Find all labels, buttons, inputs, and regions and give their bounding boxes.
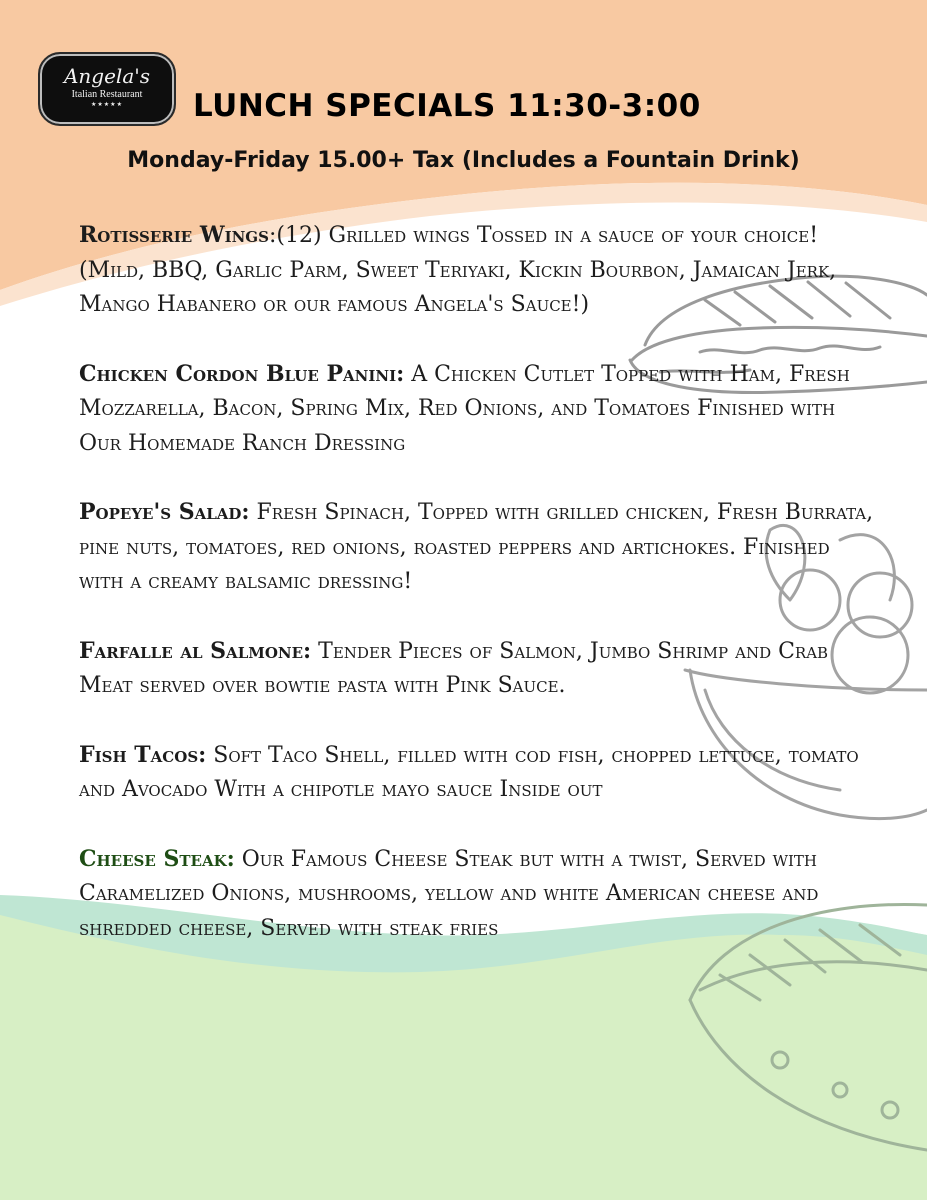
menu-item-name: Farfalle al Salmone: bbox=[79, 637, 312, 664]
menu-item-name: Rotisserie Wings bbox=[79, 222, 269, 248]
menu-item-chicken-cordon-blue-panini bbox=[79, 357, 879, 462]
menu-item-fish-tacos bbox=[79, 738, 879, 808]
menu-item-rotisserie-wings bbox=[79, 218, 879, 323]
menu-list bbox=[79, 218, 879, 980]
menu-item-cheese-steak bbox=[79, 842, 879, 947]
menu-item-description: Soft Taco Shell, filled with cod fish, chopped lettuce, tomato and Avocado With a chipotle mayo sauce Inside out bbox=[79, 742, 859, 802]
menu-item-description: Our Famous Cheese Steak but with a twist, Served with Caramelized Onions, mushrooms, yellow and white American cheese and shredded cheese, Served with steak fries bbox=[79, 846, 819, 941]
menu-item-description: :(12) Grilled wings Tossed in a sauce of your choice! (Mild, BBQ, Garlic Parm, Sweet Teriyaki, Kickin Bourbon, Jamaican Jerk, Mango Habanero or our famous Angela's Sauce!) bbox=[79, 223, 837, 317]
menu-item-name: Chicken Cordon Blue Panini: bbox=[79, 360, 405, 387]
menu-item-popeyes-salad bbox=[79, 495, 879, 600]
restaurant-logo bbox=[38, 52, 176, 126]
menu-item-description: Tender Pieces of Salmon, Jumbo Shrimp and Crab Meat served over bowtie pasta with Pink Sauce. bbox=[79, 638, 829, 698]
logo-tagline: Italian Restaurant bbox=[71, 89, 143, 100]
menu-item-description: Fresh Spinach, Topped with grilled chicken, Fresh Burrata, pine nuts, tomatoes, red onions, roasted peppers and artichokes. Finished with a creamy balsamic dressing! bbox=[79, 500, 874, 594]
menu-item-name: Cheese Steak: bbox=[79, 845, 235, 872]
menu-item-name: Popeye's Salad: bbox=[79, 499, 250, 525]
menu-item-name: Fish Tacos: bbox=[79, 741, 207, 768]
menu-item-description: A Chicken Cutlet Topped with Ham, Fresh Mozzarella, Bacon, Spring Mix, Red Onions, and Tomatoes Finished with Our Homemade Ranch Dressing bbox=[79, 361, 850, 456]
logo-name: Angela's bbox=[63, 64, 151, 88]
menu-item-farfalle-al-salmone bbox=[79, 634, 879, 704]
logo-stars: ★★★★★ bbox=[91, 101, 123, 108]
page-subtitle: Monday-Friday 15.00+ Tax (Includes a Fountain Drink) bbox=[127, 148, 800, 173]
page-title: LUNCH SPECIALS 11:30-3:00 bbox=[193, 88, 701, 124]
